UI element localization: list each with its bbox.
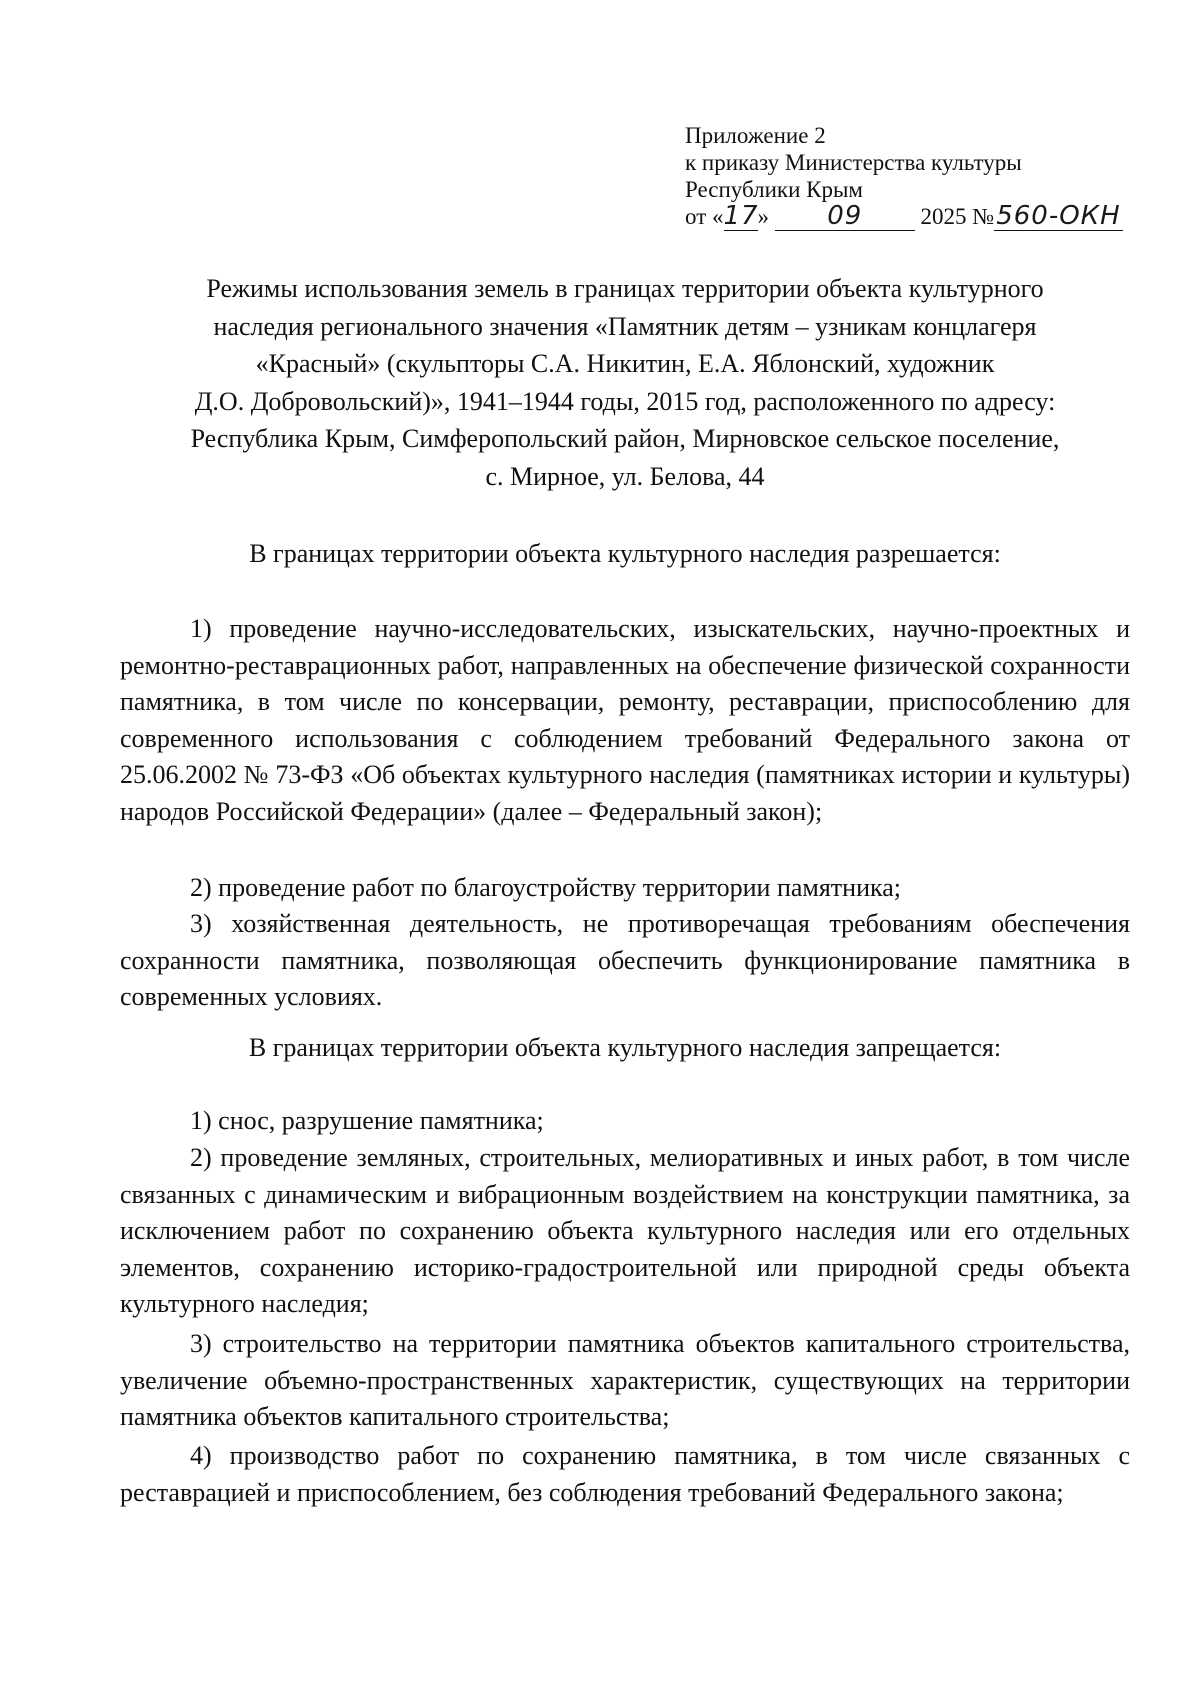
date-month: 09 <box>775 203 915 231</box>
title-line: наследия регионального значения «Памятник детям – узникам концлагеря <box>213 311 1037 341</box>
title-line: Д.О. Добровольский)», 1941–1944 годы, 2015 год, расположенного по адресу: <box>194 386 1056 416</box>
allowed-item: 1) проведение научно-исследовательских, изыскательских, научно-проектных и ремонтно-реставрационных работ, направленных на обеспечение физической сохранности памятника, в том числе по консервации, ремонту, реставрации, приспособлению для современного использования с соблюдением требований Федерального закона от 25.06.2002 № 73-ФЗ «Об объектах культурного наследия (памятниках истории и культуры) народов Российской Федерации» (далее – Федеральный закон); <box>120 614 1130 826</box>
forbidden-item: 1) снос, разрушение памятника; <box>190 1106 544 1135</box>
forbidden-item: 2) проведение земляных, строительных, мелиоративных и иных работ, в том числе связанных с динамическим и вибрационным воздействием на конструкции памятника, за исключением работ по сохранению объекта культурного наследия или его отдельных элементов, сохранению историко-градостроительной или природной среды объекта культурного наследия; <box>120 1143 1130 1318</box>
appendix-number: Приложение 2 <box>685 123 826 148</box>
title-line: с. Мирное, ул. Белова, 44 <box>485 461 765 491</box>
date-day: 17 <box>723 201 759 231</box>
forbidden-heading: В границах территории объекта культурного наследия запрещается: <box>248 1033 1002 1062</box>
allowed-heading: В границах территории объекта культурного наследия разрешается: <box>249 539 1001 568</box>
date-prefix: от « <box>685 204 724 229</box>
date-year: 2025 № <box>920 204 995 229</box>
order-reference: к приказу Министерства культуры <box>685 150 1022 175</box>
forbidden-item: 4) производство работ по сохранению памятника, в том числе связанных с реставрацией и приспособлением, без соблюдения требований Федерального закона; <box>120 1441 1130 1507</box>
order-number: 560-ОКН <box>996 201 1121 231</box>
document-title <box>120 270 1130 495</box>
title-line: «Красный» (скульпторы С.А. Никитин, Е.А. Яблонский, художник <box>255 349 995 378</box>
allowed-item: 2) проведение работ по благоустройству территории памятника; <box>190 873 902 902</box>
title-line: Республика Крым, Симферопольский район, Мирновское сельское поселение, <box>190 424 1060 453</box>
appendix-header <box>685 122 1165 233</box>
title-line: Режимы использования земель в границах территории объекта культурного <box>206 274 1044 303</box>
allowed-item: 3) хозяйственная деятельность, не противоречащая требованиям обеспечения сохранности памятника, позволяющая обеспечить функционирование памятника в современных условиях. <box>120 909 1130 1011</box>
order-date-line <box>685 203 1165 233</box>
forbidden-item: 3) строительство на территории памятника объектов капитального строительства, увеличение объемно-пространственных характеристик, существующих на территории памятника объектов капитального строительства; <box>120 1329 1130 1431</box>
ministry-region: Республики Крым <box>685 177 863 202</box>
date-mid: » <box>757 204 769 229</box>
